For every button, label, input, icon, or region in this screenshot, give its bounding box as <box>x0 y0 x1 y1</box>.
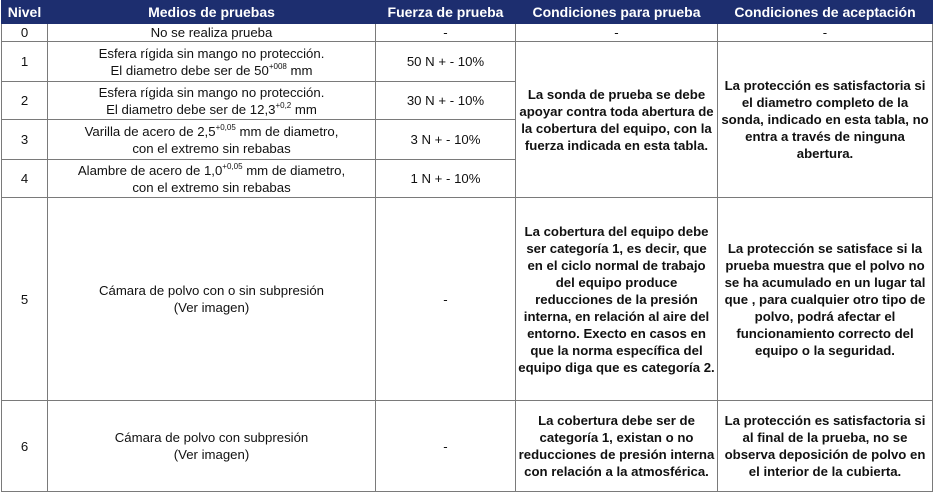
table-row <box>2 24 933 42</box>
medio-cell <box>48 160 376 198</box>
condiciones-merged-cell: La sonda de prueba se debe apoyar contra toda abertura de la cobertura del equipo, con la fuerza indicada en esta tabla. <box>516 42 718 198</box>
medio-line: Esfera rígida sin mango no protección. <box>98 45 325 61</box>
tolerance-sup: +008 <box>268 61 287 71</box>
medio-line <box>50 101 373 118</box>
medio-text: Alambre de acero de 1,0 <box>77 162 223 178</box>
nivel-cell: 0 <box>2 24 48 42</box>
header-aceptacion: Condiciones de aceptación <box>718 1 933 24</box>
medio-cell <box>48 198 376 401</box>
aceptacion-merged-cell: La protección es satisfactoria si el diametro completo de la sonda, indicado en esta tabla, no entra a través de ninguna abertura. <box>718 42 933 198</box>
fuerza-cell: 30 N + - 10% <box>376 82 516 120</box>
aceptacion-cell: La protección se satisface si la prueba muestra que el polvo no se ha acumulado en un lugar tal que , para cualquier otro tipo de polvo, podrá afectar el funcionamiento correcto del equipo o la seguridad. <box>718 198 933 401</box>
condiciones-cell: La cobertura debe ser de categoría 1, existan o no reducciones de presión interna con relación a la atmosférica. <box>516 401 718 492</box>
medio-line <box>50 62 373 79</box>
tolerance-sup: +0,2 <box>275 100 292 110</box>
fuerza-cell: - <box>376 401 516 492</box>
aceptacion-cell: - <box>718 24 933 42</box>
nivel-cell: 1 <box>2 42 48 82</box>
tolerance-sup: +0,05 <box>215 122 236 132</box>
table-row <box>2 401 933 492</box>
header-fuerza: Fuerza de prueba <box>376 1 516 24</box>
fuerza-cell: - <box>376 198 516 401</box>
medio-line: con el extremo sin rebabas <box>132 179 291 195</box>
aceptacion-cell: La protección es satisfactoria si al final de la prueba, no se observa deposición de polvo en el interior de la cubierta. <box>718 401 933 492</box>
nivel-cell: 4 <box>2 160 48 198</box>
nivel-cell: 5 <box>2 198 48 401</box>
medio-line: (Ver imagen) <box>173 447 250 462</box>
medio-text: El diametro debe ser de 12,3 <box>106 101 276 117</box>
medio-cell <box>48 120 376 160</box>
header-row <box>2 1 933 24</box>
medio-text: Varilla de acero de 2,5 <box>84 123 216 139</box>
medio-text: mm <box>286 62 313 78</box>
medio-line: Cámara de polvo con subpresión <box>114 430 309 445</box>
medio-text: mm de diametro, <box>242 162 346 178</box>
fuerza-cell: 1 N + - 10% <box>376 160 516 198</box>
medio-cell: No se realiza prueba <box>48 24 376 42</box>
header-condiciones: Condiciones para prueba <box>516 1 718 24</box>
fuerza-cell: - <box>376 24 516 42</box>
table-row <box>2 198 933 401</box>
medio-text: mm <box>291 101 317 117</box>
medio-line <box>50 162 373 179</box>
medio-line: (Ver imagen) <box>173 300 250 315</box>
medio-text: El diametro debe ser de 50 <box>110 62 269 78</box>
nivel-cell: 3 <box>2 120 48 160</box>
ip-test-table <box>1 0 933 492</box>
medio-line <box>50 123 373 140</box>
tolerance-sup: +0,05 <box>222 161 243 171</box>
nivel-cell: 6 <box>2 401 48 492</box>
medio-text: mm de diametro, <box>235 123 339 139</box>
header-medios: Medios de pruebas <box>48 1 376 24</box>
medio-line: Esfera rígida sin mango no protección. <box>98 84 325 100</box>
fuerza-cell: 50 N + - 10% <box>376 42 516 82</box>
fuerza-cell: 3 N + - 10% <box>376 120 516 160</box>
condiciones-cell: La cobertura del equipo debe ser categoría 1, es decir, que en el ciclo normal de trabajo del equipo produce reducciones de la presión interna, en relación al aire del entorno. Execto en casos en que la norma específica del equipo diga que es categoría 2. <box>516 198 718 401</box>
table-row <box>2 42 933 82</box>
medio-cell <box>48 42 376 82</box>
condiciones-cell: - <box>516 24 718 42</box>
nivel-cell: 2 <box>2 82 48 120</box>
medio-line: Cámara de polvo con o sin subpresión <box>98 283 325 298</box>
medio-line: con el extremo sin rebabas <box>132 140 291 156</box>
medio-cell <box>48 82 376 120</box>
medio-cell <box>48 401 376 492</box>
header-nivel: Nivel <box>2 1 48 24</box>
